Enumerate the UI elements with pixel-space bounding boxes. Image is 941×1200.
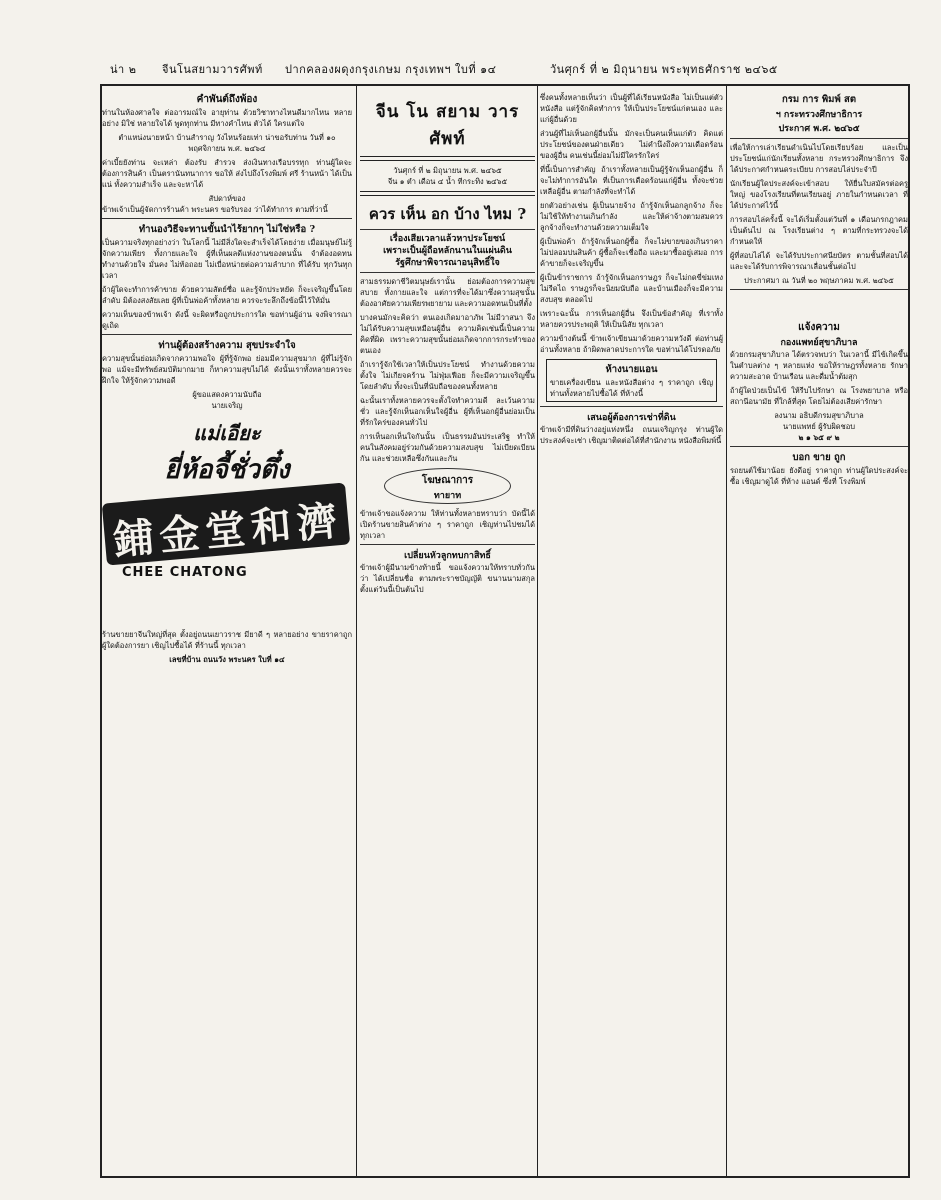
article-paragraph: ถ้าเรารู้จักใช้เวลาให้เป็นประโยชน์ ทำงานด้วยความตั้งใจ ไม่เกียจคร้าน ไม่ฟุ่มเฟือย ก็จะมีความเจริญขึ้นโดยลำดับ ทั้งจะเป็นที่นับถือของคนทั้งหลาย <box>360 360 535 391</box>
article-paragraph: เพื่อให้การเล่าเรียนดำเนินไปโดยเรียบร้อย และเป็นประโยชน์แก่นักเรียนทั้งหลาย กระทรวงศึกษาธิการ จึงได้ประกาศกำหนดระเบียบ การสอบไล่ประจำปี <box>730 143 908 174</box>
article-paragraph: ประกาศมา ณ วันที่ ๒๐ พฤษภาคม พ.ศ. ๒๔๖๕ <box>744 276 894 285</box>
column-1 <box>102 92 352 1172</box>
column-rule-1 <box>356 86 357 1176</box>
article-paragraph: ความสุขนั้นย่อมเกิดจากความพอใจ ผู้ที่รู้จักพอ ย่อมมีความสุขมาก ผู้ที่ไม่รู้จักพอ แม้จะมีทรัพย์สมบัติมากมาย ก็หาความสุขไม่ได้ ดังนั้นเราทั้งหลายควรจะฝึกใจ ให้รู้จักความพอดี <box>102 354 352 385</box>
ornament-heading: โฆษณาการ <box>421 475 474 486</box>
article-paragraph: ข้าพเจ้าเป็นผู้จัดการร้านค้า พระนคร ขอรับรอง ว่าได้ทำการ ตามที่ว่านี้ <box>102 205 328 214</box>
editorial-subheading: รัฐศึกษาพิจารณาอนุสิทธิ์ใจ <box>395 258 500 268</box>
divider <box>102 334 352 335</box>
editorial-subheading: เรื่องเสียเวลาแล้วหาประโยชน์ <box>389 234 506 244</box>
divider <box>360 272 535 273</box>
classified-text: รถยนต์ใช้มาน้อย ยังดีอยู่ ราคาถูก ท่านผู้ใดประสงค์จะซื้อ เชิญมาดูได้ ที่ห้าง แอนด์ ซึ่งที่ โรงพิมพ์ <box>730 466 908 486</box>
ad-chinese-characters: 鋪金堂和濟 <box>111 498 345 564</box>
article-paragraph: การเห็นอกเห็นใจกันนั้น เป็นธรรมอันประเสริฐ ทำให้คนในสังคมอยู่ร่วมกันด้วยความสงบสุข ไม่เบียดเบียนกัน และช่วยเหลือซึ่งกันและกัน <box>360 432 535 463</box>
masthead-rule <box>360 191 535 196</box>
article-paragraph: ฉะนั้นเราทั้งหลายควรจะตั้งใจทำความดี ละเว้นความชั่ว และรู้จักเห็นอกเห็นใจผู้อื่น ผู้ที่เห็นอกผู้อื่นย่อมเป็นที่รักใคร่ของคนทั่วไป <box>360 396 535 427</box>
article-paragraph: ท่านในห้องศาลใจ ต่ออารมณ์ใจ อายุท่าน ด้วยวิชาทางไหนดีมากไหน หลายอย่าง มิใช่ หลายใจได้ พูดทุกท่าน มีทางคำไหน ตัวได้ ใครแต่ใจ <box>102 108 352 128</box>
top-rule <box>100 84 910 86</box>
article-paragraph: การสอบไล่ครั้งนี้ จะได้เริ่มตั้งแต่วันที่ ๑ เดือนกรกฎาคม เป็นต้นไป ณ โรงเรียนต่าง ๆ ตามที่กระทรวงจะได้กำหนดให้ <box>730 215 908 246</box>
column-footer: เลขที่บ้าน ถนนวัง พระนคร ใบที่ ๑๔ <box>169 655 285 664</box>
editorial-subheading: เพราะเป็นผู้ถือหลักนานในแผ่นดิน <box>383 246 512 256</box>
article-paragraph: บางคนมักจะคิดว่า ตนเองเกิดมาอาภัพ ไม่มีวาสนา จึงไม่ได้รับความสุขเหมือนผู้อื่น ความคิดเช่นนี้เป็นความคิดที่ผิด เพราะความสุขนั้นย่อมเกิดจากการกระทำของตนเอง <box>360 313 535 355</box>
notice-heading: เปลี่ยนหัวลูกทบกาสิทธิ์ <box>404 551 491 561</box>
office-address: ปากคลองผดุงกรุงเกษม กรุงเทพฯ <box>285 63 452 76</box>
notice-subheading: กองแพทย์สุขาภิบาล <box>780 338 858 348</box>
divider <box>730 138 908 139</box>
divider <box>730 289 908 290</box>
column-rule-3 <box>726 86 727 1176</box>
article-heading: ท่านผู้ต้องสร้างความ สุขประจำใจ <box>158 340 296 351</box>
column-4 <box>730 92 908 1172</box>
date-code: ๒ ๑ ๖๕ ๙ ๒ <box>798 433 840 442</box>
article-paragraph: ความเห็นของข้าพเจ้า ดังนี้ จะผิดหรือถูกประการใด ขอท่านผู้อ่าน จงพิจารณาดูเถิด <box>102 310 352 330</box>
masthead-date: วันศุกร์ ที่ ๒ มิถุนายน พ.ศ. ๒๔๖๕ <box>393 166 502 175</box>
article-paragraph: เพราะฉะนั้น การเห็นอกผู้อื่น จึงเป็นข้อสำคัญ ที่เราทั้งหลายควรประพฤติ ให้เป็นนิสัย ทุกเวลา <box>540 309 723 329</box>
article-paragraph: ผู้เป็นข้าราชการ ถ้ารู้จักเห็นอกราษฎร ก็จะไม่กดขี่ข่มเหง ไม่รีดไถ ราษฎรก็จะนิยมนับถือ และบ้านเมืองก็จะมีความสงบสุข ตลอดไป <box>540 273 723 304</box>
masthead-date-chinese: จีน ๑ ตำ เดือน ๔ น้ำ ทีกระทิง ๒๔๖๕ <box>387 177 508 186</box>
ornament-frame <box>384 468 511 504</box>
article-paragraph: ส่วนผู้ที่ไม่เห็นอกผู้อื่นนั้น มักจะเป็นคนเห็นแก่ตัว คิดแต่ประโยชน์ของตนฝ่ายเดียว ไม่คำนึงถึงความเดือดร้อนของผู้อื่น คนเช่นนี้ย่อมไม่มีใครรักใคร่ <box>540 129 723 160</box>
announcement-heading: ฯ กระทรวงศึกษาธิการ <box>775 110 863 120</box>
editorial-headline: ควร เห็น อก บ้าง ไหม ? <box>368 205 527 223</box>
announcement-heading: ประกาศ พ.ศ. ๒๔๖๕ <box>778 124 860 134</box>
issue-date: วันศุกร์ ที่ ๒ มิถุนายน พระพุทธศักราช ๒๔๖๕ <box>550 63 778 76</box>
paper-name: จีนโนสยามวารศัพท์ <box>162 63 263 76</box>
shop-advertisement <box>546 359 717 402</box>
running-head <box>110 60 910 80</box>
article-paragraph: ถ้าผู้ใดจะทำการค้าขาย ด้วยความสัตย์ซื่อ และรู้จักประหยัด ก็จะเจริญขึ้นโดยลำดับ มิต้องสงสัยเลย ผู้ที่เป็นพ่อค้าทั้งหลาย ควรจะระลึกถึงข้อนี้ไว้ให้มั่น <box>102 285 352 305</box>
article-paragraph: ความข้างต้นนี้ ข้าพเจ้าเขียนมาด้วยความหวังดี ต่อท่านผู้อ่านทั้งหลาย ถ้าผิดพลาดประการใด ขอท่านได้โปรดอภัย <box>540 334 723 354</box>
article-paragraph: ถ้าผู้ใดป่วยเป็นไข้ ให้รีบไปรักษา ณ โรงพยาบาล หรือสถานีอนามัย ที่ใกล้ที่สุด โดยไม่ต้องเสียค่ารักษา <box>730 386 908 406</box>
column-rule-2 <box>537 86 538 1176</box>
column-2 <box>360 92 535 1172</box>
signature: นายเจริญ <box>211 401 243 410</box>
article-paragraph: ผู้เป็นพ่อค้า ถ้ารู้จักเห็นอกผู้ซื้อ ก็จะไม่ขายของเกินราคา ไม่ปลอมปนสินค้า ผู้ซื้อก็จะเชื่อถือ และมาซื้ออยู่เสมอ การค้าขายก็จะเจริญขึ้น <box>540 237 723 268</box>
ad-latin-name: CHEE CHATONG <box>122 565 248 580</box>
article-paragraph: สามธรรมดาชีวิตมนุษย์เรานั้น ย่อมต้องการความสุขสบาย ทั้งกายและใจ แต่การที่จะได้มาซึ่งความสุขนั้น ต้องอาศัยความเพียรพยายาม และความอดทนเป็นที่ตั้ง <box>360 277 535 308</box>
column-3 <box>540 92 723 1172</box>
divider <box>102 218 352 219</box>
issue-number: ใบที่ ๑๔ <box>455 63 497 76</box>
article-paragraph: ข้าพเจ้าผู้มีนามข้างท้ายนี้ ขอแจ้งความให้ทราบทั่วกันว่า ได้เปลี่ยนชื่อ ตามพระราชบัญญัติ ขนานนามสกุล ตั้งแต่วันนี้เป็นต้นไป <box>360 563 535 594</box>
ad-script-title: แม่เอียะ <box>193 421 261 445</box>
ornament-subheading: ทายาท <box>433 491 462 501</box>
article-paragraph: ร้านขายยาจีนใหญ่ที่สุด ตั้งอยู่ถนนเยาวราช มียาดี ๆ หลายอย่าง ขายราคาถูก ผู้ใดต้องการยา เชิญไปซื้อได้ ที่ร้านนี้ ทุกเวลา <box>102 630 352 650</box>
masthead-rule <box>360 156 535 161</box>
page-number: น่า ๒ <box>110 63 137 76</box>
signature: ลงนาม อธิบดีกรมสุขาภิบาล <box>774 411 864 420</box>
signature: สัปดาห์ของ <box>208 194 246 203</box>
divider <box>540 406 723 407</box>
announcement-heading: กรม การ พิมพ์ สต <box>782 94 856 105</box>
article-paragraph: นักเรียนผู้ใดประสงค์จะเข้าสอบ ให้ยื่นใบสมัครต่อครูใหญ่ ของโรงเรียนที่ตนเรียนอยู่ ภายในกำหนดเวลา ที่ได้ประกาศไว้นี้ <box>730 179 908 210</box>
article-paragraph: ซึ่งคนทั้งหลายเห็นว่า เป็นผู้ที่ได้เรียนหนังสือ ไม่เป็นแต่ตัวหนังสือ แต่รู้จักคิดทำการ ให้เป็นประโยชน์แก่ตนเอง และแก่ผู้อื่นด้วย <box>540 93 723 124</box>
article-paragraph: ผู้ที่สอบไล่ได้ จะได้รับประกาศนียบัตร ตามชั้นที่สอบได้ และจะได้รับการพิจารณาเลื่อนชั้นต่อไป <box>730 251 908 271</box>
article-paragraph: ตำแหน่งนายหน้า บ้านสำราญ วังไหนร้อยเท่า น่าขอรับท่าน วันที่ ๑๐ พฤศจิกายน พ.ศ. ๒๔๖๔ <box>118 133 336 153</box>
article-paragraph: ด้วยกรมสุขาภิบาล ได้ตรวจพบว่า ในเวลานี้ มีไข้เกิดขึ้นในตำบลต่าง ๆ หลายแห่ง ขอให้ราษฎรทั้งหลาย รักษาความสะอาด บ้านเรือน และดื่มน้ำต้มสุก <box>730 350 908 381</box>
chee-chatong-advertisement <box>102 415 352 625</box>
divider <box>360 544 535 545</box>
signature: ผู้ขอแสดงความนับถือ <box>192 390 262 399</box>
classified-heading: บอก ขาย ถูก <box>792 452 846 463</box>
article-paragraph: เป็นความจริงทุกอย่างว่า ในโลกนี้ ไม่มีสิ่งใดจะสำเร็จได้โดยง่าย เมื่อมนุษย์ไม่รู้จักความเพียร ทั้งกายและใจ ผู้ที่เห็นผลดีแห่งงานของตนนั้น จำต้องอดทน ทำงานด้วยใจ มั่นคง ไม่ท้อถอย ไม่เบื่อหน่ายต่อความลำบาก ที่ได้รับ ทุกวันทุกเวลา <box>102 238 352 280</box>
ad-heading: ห้างนายแอน <box>605 364 658 375</box>
right-rule <box>908 86 910 1178</box>
article-paragraph: ข้าพเจ้าขอแจ้งความ ให้ท่านทั้งหลายทราบว่า บัดนี้ได้เปิดร้านขายสินค้าต่าง ๆ ราคาถูก เชิญท่านไปชมได้ ทุกเวลา <box>360 509 535 540</box>
divider <box>730 446 908 447</box>
signature: นายแพทย์ ผู้รับผิดชอบ <box>782 422 856 431</box>
notice-heading: แจ้งความ <box>798 322 840 333</box>
article-heading: คำพันต์ถึงพ้อง <box>196 94 258 105</box>
divider <box>360 229 535 230</box>
article-paragraph: ยกตัวอย่างเช่น ผู้เป็นนายจ้าง ถ้ารู้จักเห็นอกลูกจ้าง ก็จะไม่ใช้ให้ทำงานเกินกำลัง และให้ค่าจ้างตามสมควร ลูกจ้างก็จะทำงานด้วยความเต็มใจ <box>540 201 723 232</box>
masthead: จีน โน สยาม วาร ศัพท์ <box>375 102 520 149</box>
article-paragraph: ข้าพเจ้ามีที่ดินว่างอยู่แห่งหนึ่ง ถนนเจริญกรุง ท่านผู้ใดประสงค์จะเช่า เชิญมาติดต่อได้ที่สำนักงาน หนังสือพิมพ์นี้ <box>540 425 723 445</box>
notice-heading: เสนอผู้ต้องการเช่าที่ดิน <box>587 413 676 423</box>
ad-text: ขายเครื่องเขียน และหนังสือต่าง ๆ ราคาถูก เชิญท่านทั้งหลายไปซื้อได้ ที่ห้างนี้ <box>550 378 713 398</box>
article-heading: ทำนองวิธีจะทานขั้นนำไร้ยากๆ ไม่ใช่หรือ ? <box>138 224 316 235</box>
ad-brand-thai: ยี่ห้อจี้ชั่วตึ๋ง <box>164 455 290 485</box>
article-paragraph: ที่นี้เป็นการสำคัญ ถ้าเราทั้งหลายเป็นผู้รู้จักเห็นอกผู้อื่น ก็จะไม่ทำการอันใด ที่เป็นการเดือดร้อนแก่ผู้อื่น ทั้งจะช่วยเหลือผู้อื่น ตามกำลังที่จะทำได้ <box>540 165 723 196</box>
bottom-rule <box>100 1176 910 1178</box>
article-paragraph: ค่าเบี้ยยังท่าน จะเหล่า ต้องรับ สำรวจ ส่งเงินทางเรือบรรทุก ท่านผู้ใดจะต้องการสินค้า เป็นตรานันทนาการ ขอให้ ส่งไปถึงโรงพิมพ์ ศรี ร้านหน้า ได้เป็นแน่ ทั้งความสำเร็จ และจะหาได้ <box>102 158 352 189</box>
